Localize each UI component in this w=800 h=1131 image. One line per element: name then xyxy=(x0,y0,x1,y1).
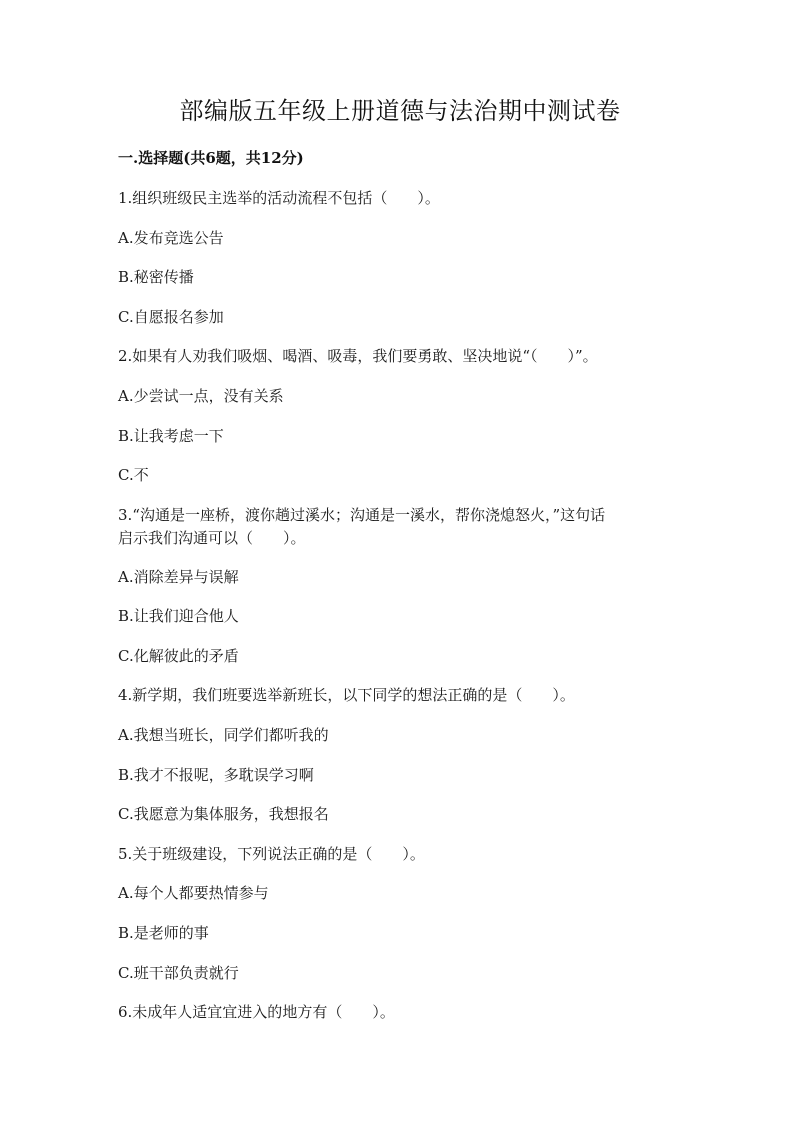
question-4-option-a: A.我想当班长，同学们都听我的 xyxy=(118,726,329,744)
question-2-option-c: C.不 xyxy=(118,466,149,484)
question-4-option-c: C.我愿意为集体服务，我想报名 xyxy=(118,805,329,823)
question-1-option-b: B.秘密传播 xyxy=(118,268,194,286)
question-5-stem: 5.关于班级建设，下列说法正确的是（ ）。 xyxy=(118,845,425,863)
question-4-stem: 4.新学期，我们班要选举新班长，以下同学的想法正确的是（ ）。 xyxy=(118,686,575,704)
question-2-option-b: B.让我考虑一下 xyxy=(118,427,224,445)
question-1-option-a: A.发布竞选公告 xyxy=(118,229,224,247)
question-3-option-b: B.让我们迎合他人 xyxy=(118,607,239,625)
question-3-option-a: A.消除差异与误解 xyxy=(118,568,239,586)
question-1-option-c: C.自愿报名参加 xyxy=(118,308,224,326)
question-5-option-c: C.班干部负责就行 xyxy=(118,964,239,982)
question-4-option-b: B.我才不报呢，多耽误学习啊 xyxy=(118,766,314,784)
question-1-stem: 1.组织班级民主选举的活动流程不包括（ ）。 xyxy=(118,189,440,207)
question-2-option-a: A.少尝试一点，没有关系 xyxy=(118,387,284,405)
section-heading: 一.选择题(共6题，共12分) xyxy=(118,149,304,167)
page-title: 部编版五年级上册道德与法治期中测试卷 xyxy=(179,97,621,125)
question-5-option-a: A.每个人都要热情参与 xyxy=(118,884,269,902)
question-3-stem-line-2: 启示我们沟通可以（ ）。 xyxy=(118,529,306,547)
question-6-stem: 6.未成年人适宜宜进入的地方有（ ）。 xyxy=(118,1003,395,1021)
question-3-stem-line-1: 3.“沟通是一座桥，渡你趟过溪水；沟通是一溪水，帮你浇熄怒火，”这句话 xyxy=(118,506,606,524)
question-2-stem: 2.如果有人劝我们吸烟、喝酒、吸毒，我们要勇敢、坚决地说“（ ）”。 xyxy=(118,347,598,365)
question-5-option-b: B.是老师的事 xyxy=(118,924,209,942)
question-3-option-c: C.化解彼此的矛盾 xyxy=(118,647,239,665)
